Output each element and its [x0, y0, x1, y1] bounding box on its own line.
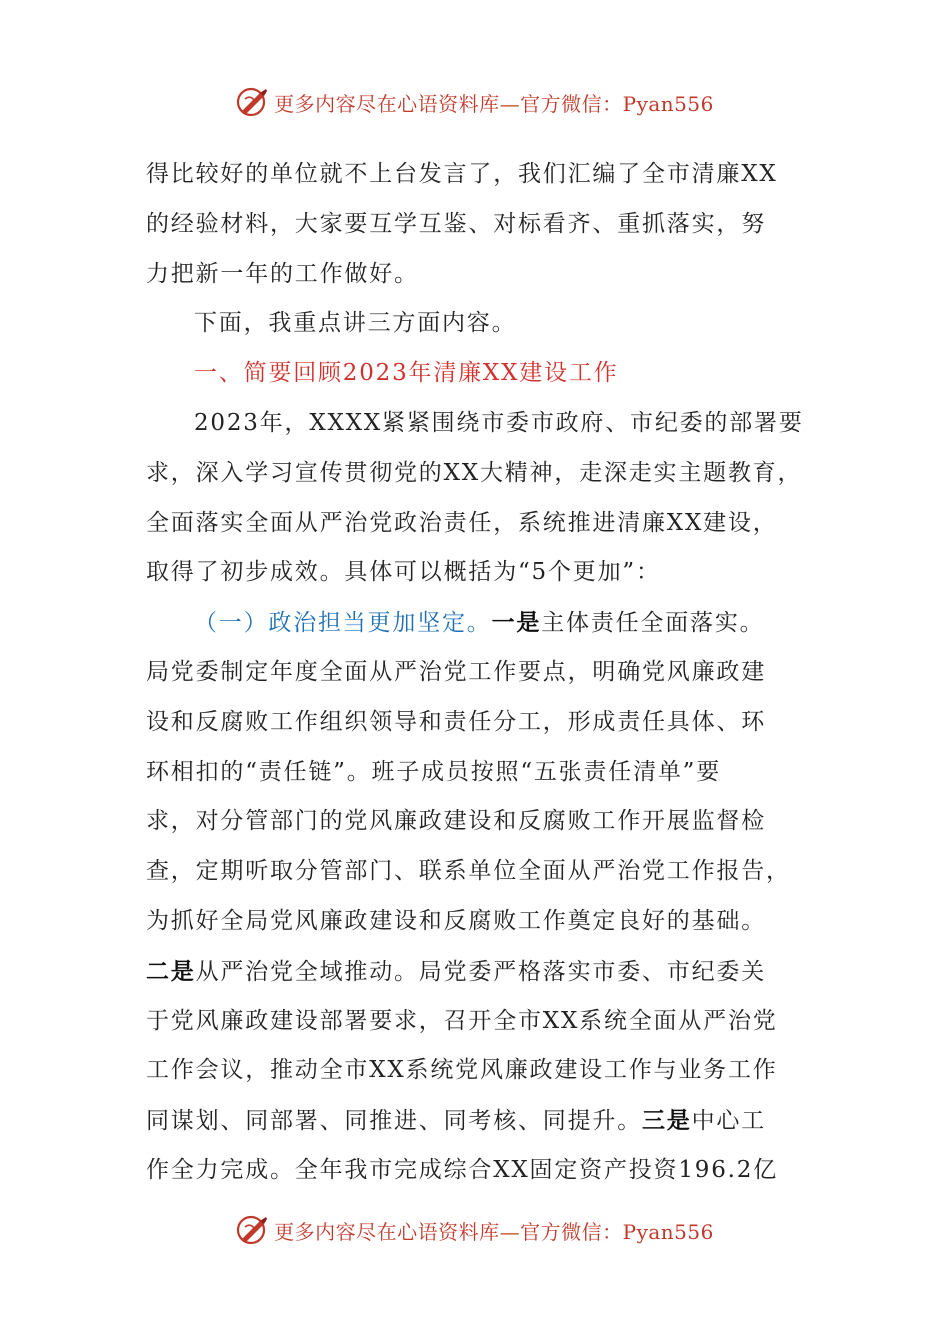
body-line: 求，对分管部门的党风廉政建设和反腐败工作开展监督检	[146, 808, 766, 835]
body-line: 2023年，XXXX紧紧围绕市委市政府、市纪委的部署要	[194, 409, 804, 436]
body-line: 下面，我重点讲三方面内容。	[194, 310, 517, 337]
document-body	[146, 150, 804, 1196]
body-line: 设和反腐败工作组织领导和责任分工，形成责任具体、环	[146, 708, 766, 735]
header-banner-text: 更多内容尽在心语资料库—官方微信：Pyan556	[274, 91, 714, 116]
body-line: 得比较好的单位就不上台发言了，我们汇编了全市清廉XX	[146, 161, 778, 187]
pen-logo-icon	[236, 1213, 270, 1247]
subsection-heading: （一）政治担当更加坚定。	[194, 610, 492, 637]
section-heading: 一、简要回顾2023年清廉XX建设工作	[194, 360, 619, 387]
body-line: 力把新一年的工作做好。	[146, 260, 419, 287]
header-banner	[0, 82, 950, 122]
body-line: 全面落实全面从严治党政治责任，系统推进清廉XX建设，	[146, 509, 778, 536]
body-text: 主体责任全面落实。	[541, 610, 765, 637]
body-text: 中心工	[691, 1108, 767, 1135]
body-text: 同谋划、同部署、同推进、同考核、同提升。	[146, 1108, 642, 1135]
footer-banner-text: 更多内容尽在心语资料库—官方微信：Pyan556	[274, 1219, 714, 1244]
body-line: 求，深入学习宣传贯彻党的XX大精神，走深走实主题教育，	[146, 459, 803, 486]
body-line: 工作会议，推动全市XX系统党风廉政建设工作与业务工作	[146, 1057, 778, 1084]
subsection-line	[146, 598, 801, 648]
body-line	[146, 947, 801, 997]
body-line: 局党委制定年度全面从严治党工作要点，明确党风廉政建	[146, 658, 766, 685]
bold-marker: 三是	[642, 1107, 692, 1135]
body-line: 的经验材料，大家要互学互鉴、对标看齐、重抓落实，努	[146, 210, 766, 237]
body-line: 取得了初步成效。具体可以概括为“5个更加”：	[146, 559, 661, 586]
body-line: 作全力完成。全年我市完成综合XX固定资产投资196.2亿	[146, 1156, 778, 1183]
bold-marker: 二是	[146, 957, 196, 985]
footer-banner	[0, 1210, 950, 1250]
body-line: 环相扣的“责任链”。班子成员按照“五张责任清单”要	[146, 758, 722, 785]
body-line: 为抓好全局党风廉政建设和反腐败工作奠定良好的基础。	[146, 907, 766, 934]
body-line	[146, 1096, 801, 1146]
body-text: 从严治党全域推动。局党委严格落实市委、市纪委关	[195, 958, 767, 985]
body-line: 于党风廉政建设部署要求，召开全市XX系统全面从严治党	[146, 1007, 778, 1034]
pen-logo-icon	[236, 85, 270, 119]
body-line: 查，定期听取分管部门、联系单位全面从严治党工作报告，	[146, 858, 791, 885]
bold-marker: 一是	[491, 609, 542, 637]
